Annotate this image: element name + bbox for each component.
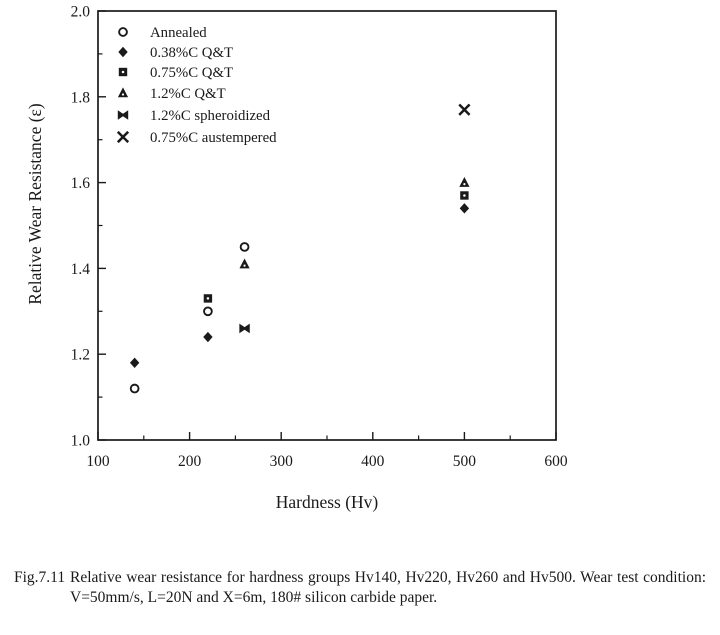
x-tick-label: 600 [544,453,568,470]
legend-label: 0.75%C austempered [150,130,277,146]
y-tick-label: 1.0 [70,432,90,450]
data-point [204,307,212,315]
square-dot-icon [119,68,127,76]
x-tick-label: 400 [361,453,385,470]
y-tick-label: 1.2 [70,346,90,364]
bowtie-icon [118,110,128,120]
y-tick-label: 1.4 [70,260,90,278]
x-tick-label: 200 [177,453,202,470]
legend-item [118,108,271,124]
x-tick-label: 100 [86,453,110,470]
data-point [460,191,468,199]
y-axis-title: Relative Wear Resistance (ε) [25,103,45,305]
figure-caption [14,568,708,607]
figure-caption-label: Fig.7.11 [14,569,66,586]
data-point [239,324,249,334]
x-axis-title: Hardness (Hv) [275,492,379,512]
legend [118,25,277,146]
x-cross-icon [119,133,128,142]
legend-label: 1.2%C Q&T [150,86,226,102]
y-tick-label: 1.6 [70,175,90,193]
circle-open-icon [119,28,127,36]
y-tick-label: 2.0 [70,3,90,21]
legend-label: 0.38%C Q&T [150,45,234,61]
diamond-filled-icon [118,47,127,57]
data-point [241,243,249,251]
x-tick-label: 500 [452,453,477,470]
legend-label: 0.75%C Q&T [150,65,234,81]
legend-item [119,130,277,146]
legend-item [119,65,233,81]
data-point [130,358,139,368]
data-point [239,259,249,269]
data-point [131,385,139,393]
legend-label: Annealed [150,25,207,41]
data-point [459,177,469,187]
data-point [204,294,212,302]
x-axis [86,432,568,470]
data-point [460,203,469,213]
data-point [203,332,212,342]
legend-item [119,25,207,41]
legend-item [118,86,226,102]
figure-caption-text: Relative wear resistance for hardness groups Hv140, Hv220, Hv260 and Hv500. Wear test condition: V=50mm/s, L=20N and X=6m, 180# silicon carbide paper. [70,569,706,606]
x-tick-label: 300 [269,453,293,470]
y-tick-label: 1.8 [70,89,90,107]
y-axis [71,4,106,450]
legend-item [118,45,233,61]
data-point [460,105,469,114]
legend-label: 1.2%C spheroidized [150,108,270,124]
data-points [130,105,470,392]
triangle-dot-icon [118,87,128,97]
